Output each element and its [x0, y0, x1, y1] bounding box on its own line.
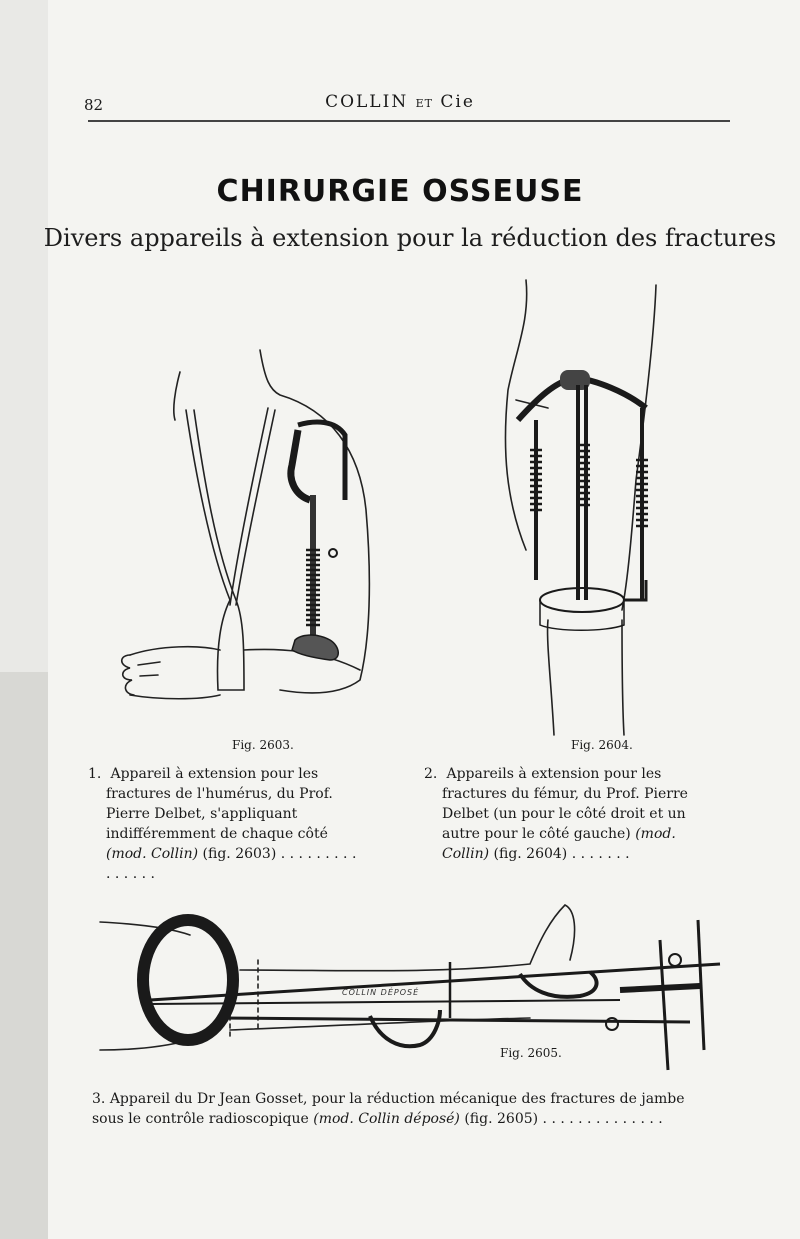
page-title: CHIRURGIE OSSEUSE — [216, 174, 584, 209]
item-3-ref: (fig. 2605) . . . . . . . . . . . . . . — [464, 1111, 663, 1127]
item-3-text: Appareil du Dr Jean Gosset, pour la réduction mécanique des fractures de jambe sous le contrôle radioscopique — [92, 1091, 685, 1127]
figure-2605-stamp: COLLIN DÉPOSÉ — [342, 988, 420, 997]
running-head — [0, 92, 800, 112]
item-2-model: (mod. Collin) — [442, 826, 676, 862]
list-item-3 — [92, 1089, 704, 1129]
item-3-model: (mod. Collin déposé) — [313, 1111, 460, 1127]
item-1-number: 1. — [88, 766, 102, 782]
list-item-2 — [424, 764, 696, 864]
running-head-main: COLLIN — [325, 92, 409, 112]
item-1-text: Appareil à extension pour les fractures de l'humérus, du Prof. Pierre Delbet, s'appliquant indifféremment de chaque côté — [106, 766, 333, 842]
item-2-number: 2. — [424, 766, 438, 782]
list-item-1 — [88, 764, 362, 884]
item-1-model: (mod. Collin) — [106, 846, 199, 862]
figure-2603-illustration — [120, 350, 380, 710]
running-head-small: ET — [415, 97, 433, 110]
header-rule — [88, 120, 730, 122]
book-edge — [0, 672, 50, 1239]
figure-2604-caption: Fig. 2604. — [571, 738, 633, 752]
item-2-ref: (fig. 2604) . . . . . . . — [493, 846, 630, 862]
page-number: 82 — [84, 96, 104, 114]
figure-2603-caption: Fig. 2603. — [232, 738, 294, 752]
item-2-text: Appareils à extension pour les fractures du fémur, du Prof. Pierre Delbet (un pour le côté droit et un autre pour le côté gauche) — [442, 766, 688, 842]
item-3-number: 3. — [92, 1091, 106, 1107]
figure-2605-illustration — [100, 900, 730, 1070]
figure-2605-caption: Fig. 2605. — [500, 1046, 562, 1060]
running-head-suffix: Cie — [440, 92, 475, 112]
page-subtitle: Divers appareils à extension pour la réduction des fractures — [43, 224, 777, 252]
figure-2604-illustration — [496, 280, 686, 735]
item-1-ref: (fig. 2603) . . . . . . . . . . . . . . . — [106, 846, 357, 882]
